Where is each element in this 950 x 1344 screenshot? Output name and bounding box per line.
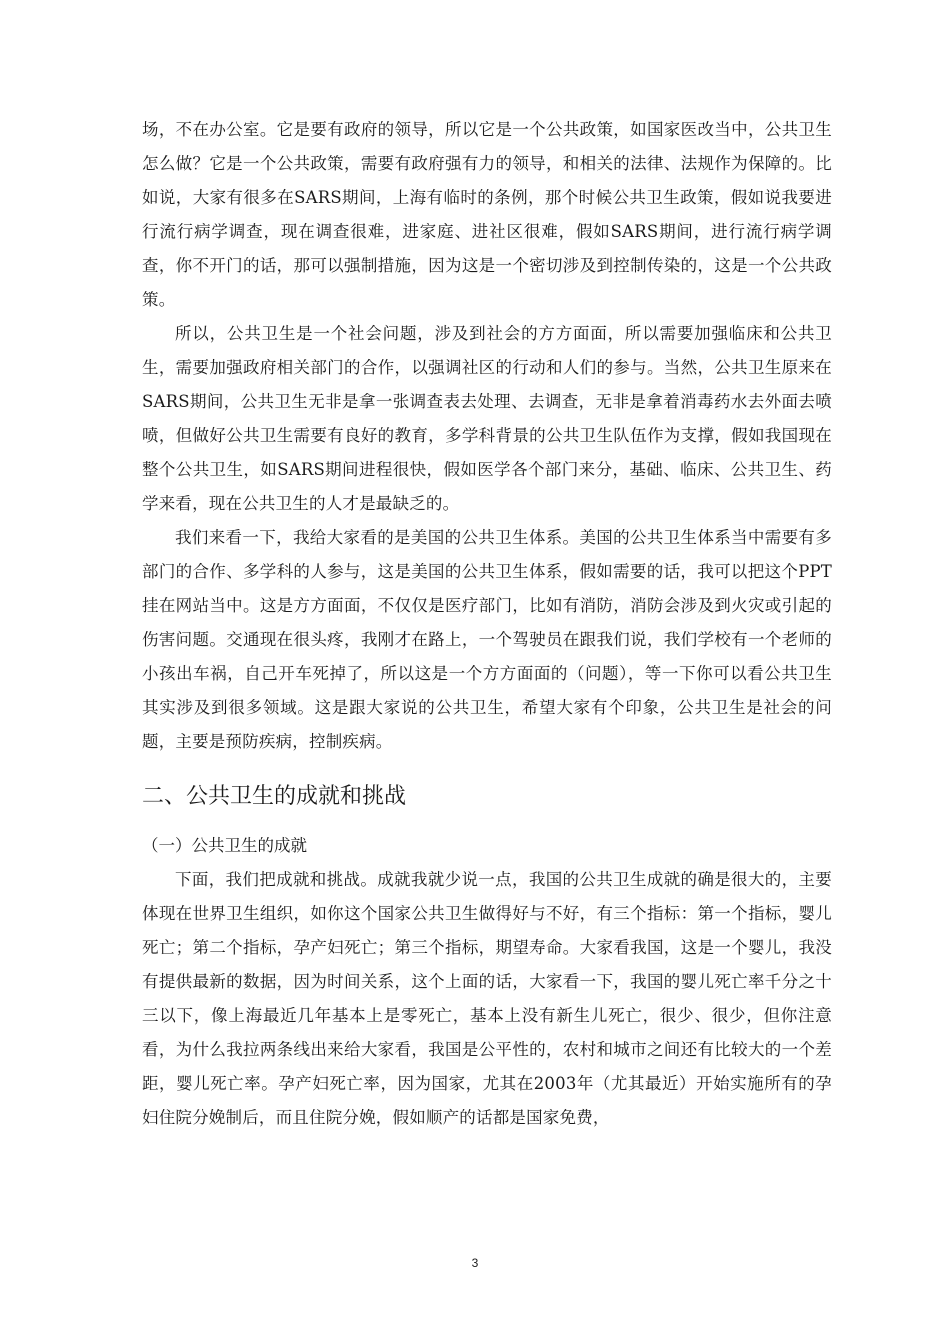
paragraph-achievements: 下面，我们把成就和挑战。成就我就少说一点，我国的公共卫生成就的确是很大的，主要体现在世界卫生组织，如你这个国家公共卫生做得好与不好，有三个指标：第一个指标，婴儿死亡；第二个指标，孕产妇死亡；第三个指标，期望寿命。大家看我国，这是一个婴儿，我没有提供最新的数据，因为时间关系，这个上面的话，大家看一下，我国的婴儿死亡率千分之十三以下，像上海最近几年基本上是零死亡，基本上没有新生儿死亡，很少、很少，但你注意看，为什么我拉两条线出来给大家看，我国是公平性的，农村和城市之间还有比较大的一个差距，婴儿死亡率。孕产妇死亡率，因为国家，尤其在2003年（尤其最近）开始实施所有的孕妇住院分娩制后，而且住院分娩，假如顺产的话都是国家免费， — [142, 870, 832, 1127]
subsection-heading: （一）公共卫生的成就 — [142, 836, 307, 855]
paragraph-us-system: 我们来看一下，我给大家看的是美国的公共卫生体系。美国的公共卫生体系当中需要有多部门的合作、多学科的人参与，这是美国的公共卫生体系，假如需要的话，我可以把这个PPT挂在网站当中。这是方方面面，不仅仅是医疗部门，比如有消防，消防会涉及到火灾或引起的伤害问题。交通现在很头疼，我刚才在路上，一个驾驶员在跟我们说，我们学校有一个老师的小孩出车祸，自己开车死掉了，所以这是一个方方面面的（问题），等一下你可以看公共卫生其实涉及到很多领域。这是跟大家说的公共卫生，希望大家有个印象，公共卫生是社会的问题，主要是预防疾病，控制疾病。 — [142, 528, 832, 751]
section-heading: 二、公共卫生的成就和挑战 — [142, 784, 407, 809]
page-body — [142, 113, 832, 1135]
paragraph-public-policy: 场，不在办公室。它是要有政府的领导，所以它是一个公共政策，如国家医改当中，公共卫生怎么做？它是一个公共政策，需要有政府强有力的领导，和相关的法律、法规作为保障的。比如说，大家有很多在SARS期间，上海有临时的条例，那个时候公共卫生政策，假如说我要进行流行病学调查，现在调查很难，进家庭、进社区很难，假如SARS期间，进行流行病学调查，你不开门的话，那可以强制措施，因为这是一个密切涉及到控制传染的，这是一个公共政策。 — [142, 120, 832, 309]
paragraph-social-issue: 所以，公共卫生是一个社会问题，涉及到社会的方方面面，所以需要加强临床和公共卫生，需要加强政府相关部门的合作，以强调社区的行动和人们的参与。当然，公共卫生原来在SARS期间，公共卫生无非是拿一张调查表去处理、去调查，无非是拿着消毒药水去外面去喷喷，但做好公共卫生需要有良好的教育，多学科背景的公共卫生队伍作为支撑，假如我国现在整个公共卫生，如SARS期间进程很快，假如医学各个部门来分，基础、临床、公共卫生、药学来看，现在公共卫生的人才是最缺乏的。 — [142, 324, 832, 513]
page-number: 3 — [471, 1256, 479, 1270]
